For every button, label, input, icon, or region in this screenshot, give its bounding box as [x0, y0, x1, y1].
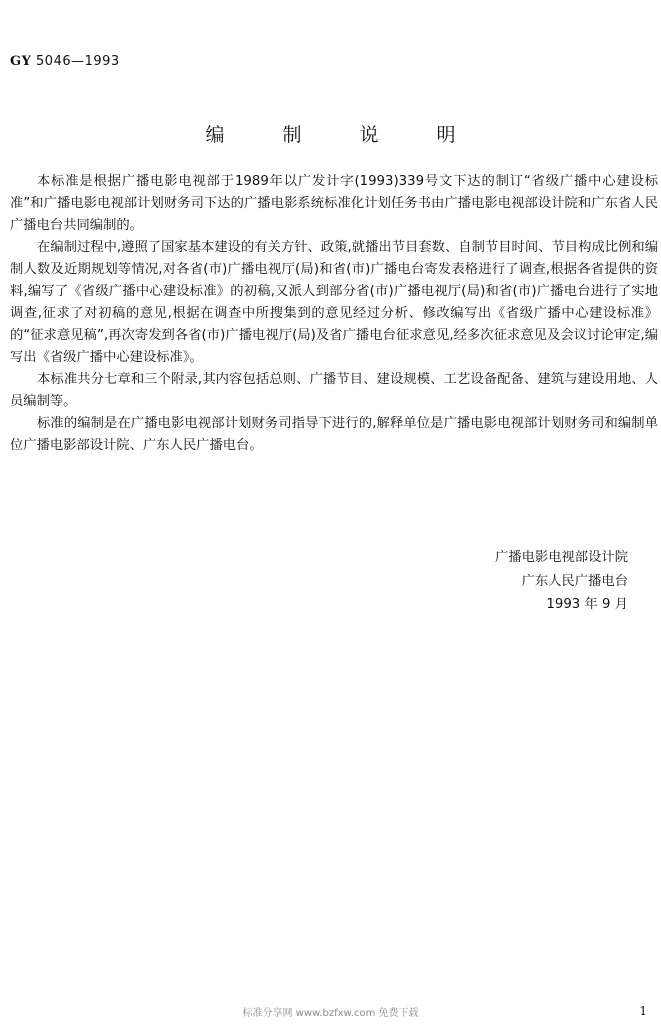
signature-org-1: 广播电影电视部设计院 — [495, 550, 628, 565]
page-number: 1 — [639, 1004, 647, 1018]
page-title: 编 制 说 明 — [205, 124, 482, 146]
explanation-body — [10, 171, 658, 457]
standard-prefix: GY — [10, 54, 32, 69]
standard-number: 5046—1993 — [36, 54, 120, 69]
paragraph-3: 本标准共分七章和三个附录,其内容包括总则、广播节目、建设规模、工艺设备配备、建筑与建设用地、人员编制等。 — [10, 372, 658, 409]
signature-block — [495, 546, 628, 617]
footer-watermark: 标准分享网 www.bzfxw.com 免费下载 — [242, 1008, 419, 1019]
paragraph-1: 本标准是根据广播电影电视部于1989年以广发计字(1993)339号文下达的制订“省级广播中心建设标准”和广播电影电视部计划财务司下达的广播电影系统标准化计划任务书由广播电影电视部设计院和广东省人民广播电台共同编制的。 — [10, 174, 658, 233]
paragraph-2: 在编制过程中,遵照了国家基本建设的有关方针、政策,就播出节目套数、自制节目时间、节目构成比例和编制人数及近期规划等情况,对各省(市)广播电视厅(局)和省(市)广播电台寄发表格进行了调查,根据各省提供的资料,编写了《省级广播中心建设标准》的初稿,又派人到部分省(市)广播电视厅(局)和省(市)广播电台进行了实地调查,征求了对初稿的意见,根据在调查中所搜集到的意见经过分析、修改编写出《省级广播中心建设标准》的“征求意见稿”,再次寄发到各省(市)广播电视厅(局)及省广播电台征求意见,经多次征求意见及会议讨论审定,编写出《省级广播中心建设标准》。 — [10, 240, 658, 365]
paragraph-4: 标准的编制是在广播电影电视部计划财务司指导下进行的,解释单位是广播电影电视部计划财务司和编制单位广播电影部设计院、广东人民广播电台。 — [10, 416, 658, 453]
signature-org-2: 广东人民广播电台 — [521, 573, 628, 589]
signature-date: 1993 年 9 月 — [546, 597, 628, 612]
standard-code — [10, 54, 120, 69]
